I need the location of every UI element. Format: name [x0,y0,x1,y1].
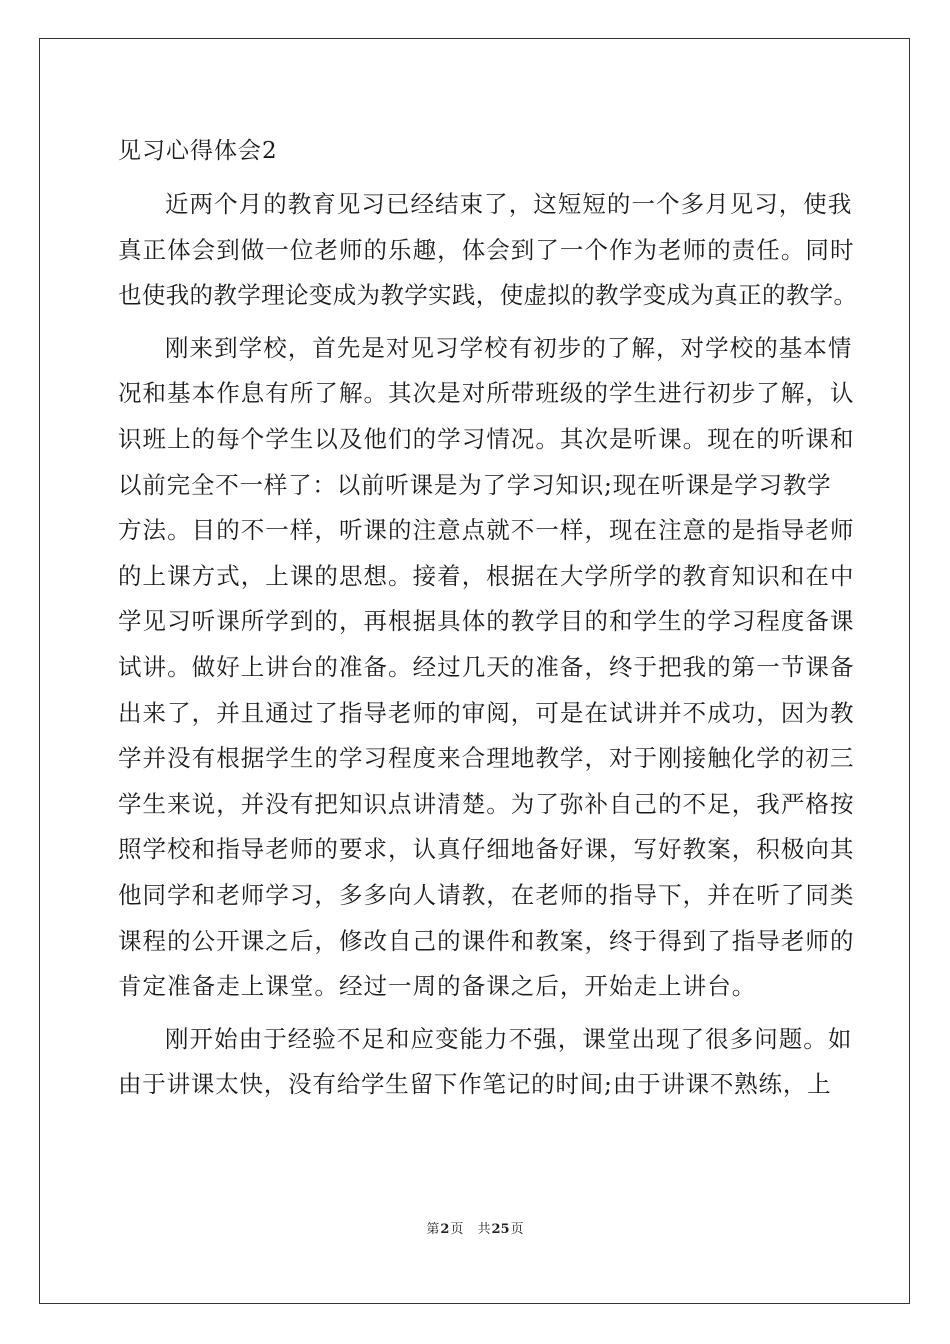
text-line: 方法。目的不一样，听课的注意点就不一样，现在注意的是指导老师 [118,516,855,545]
paragraph [118,1017,853,1108]
document-title: 见习心得体会2 [118,138,278,164]
paragraph [118,326,855,1010]
text-line: 近两个月的教育见习已经结束了，这短短的一个多月见习，使我 [165,190,853,218]
text-line: 刚来到学校，首先是对见习学校有初步的了解，对学校的基本情 [165,333,853,362]
text-line: 况和基本作息有所了解。其次是对所带班级的学生进行初步了解，认 [118,379,855,408]
document-body [118,128,858,1108]
paragraph [118,182,858,319]
text-line: 以前完全不一样了：以前听课是为了学习知识;现在听课是学习教学 [118,470,832,499]
text-line: 的上课方式，上课的思想。接着，根据在大学所学的教育知识和在中 [118,561,855,590]
text-line: 真正体会到做一位老师的乐趣，体会到了一个作为老师的责任。同时 [118,235,855,264]
total-page-count: 25 [491,1222,510,1237]
text-line: 学生来说，并没有把知识点讲清楚。为了弥补自己的不足，我严格按 [118,789,855,818]
text-line: 出来了，并且通过了指导老师的审阅，可是在试讲并不成功，因为教 [118,698,855,727]
text-line: 试讲。做好上讲台的准备。经过几天的准备，终于把我的第一节课备 [118,652,855,681]
total-prefix: 共 [477,1222,491,1237]
text-line: 学并没有根据学生的学习程度来合理地教学，对于刚接触化学的初三 [118,744,855,773]
text-line: 也使我的教学理论变成为教学实践，使虚拟的教学变成为真正的教学。 [118,281,858,310]
text-line: 照学校和指导老师的要求，认真仔细地备好课，写好教案，积极向其 [118,835,855,864]
current-page-number: 2 [440,1222,450,1237]
page-footer [0,1218,950,1237]
text-line: 肯定准备走上课堂。经过一周的备课之后，开始走上讲台。 [118,972,757,1001]
text-line: 课程的公开课之后，修改自己的课件和教案，终于得到了指导老师的 [118,926,855,955]
text-line: 他同学和老师学习，多多向人请教，在老师的指导下，并在听了同类 [118,880,855,909]
text-line: 识班上的每个学生以及他们的学习情况。其次是听课。现在的听课和 [118,424,855,453]
page-prefix: 第 [426,1222,440,1237]
page-unit: 页 [450,1222,464,1237]
text-line: 由于讲课太快，没有给学生留下作笔记的时间;由于讲课不熟练，上 [118,1070,832,1099]
total-unit: 页 [510,1222,524,1237]
text-line: 学见习听课所学到的，再根据具体的教学目的和学生的学习程度备课 [118,607,855,636]
text-line: 刚开始由于经验不足和应变能力不强，课堂出现了很多问题。如 [165,1024,853,1053]
